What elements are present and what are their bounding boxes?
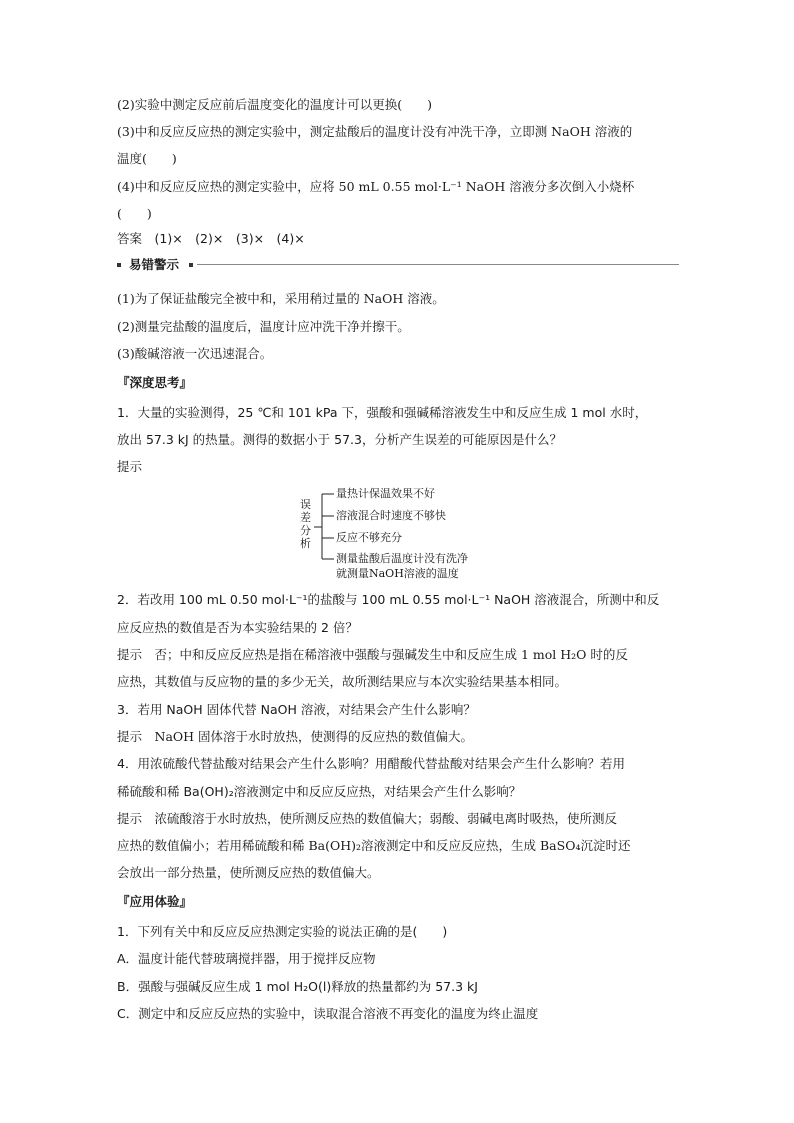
- deep-q4-line-2: 稀硫酸和稀 Ba(OH)₂溶液测定中和反应反应热，对结果会产生什么影响？: [117, 784, 522, 799]
- deep-q2-hint-line-2: 应热，其数值与反应物的量的多少无关，故所测结果应与本次实验结果基本相同。: [117, 674, 568, 689]
- app-option-c: C．测定中和反应反应热的实验中，读取混合溶液不再变化的温度为终止温度: [117, 1006, 539, 1021]
- diagram-bracket: [314, 486, 336, 586]
- hint-label: 提示: [117, 459, 143, 474]
- deep-q2-line-1: 2．若改用 100 mL 0.50 mol·L⁻¹的盐酸与 100 mL 0.55 mol·L⁻¹ NaOH 溶液混合，所测中和反: [117, 592, 660, 607]
- question-4-line-2: ( ): [117, 206, 152, 221]
- deep-q2-line-2: 应反应热的数值是否为本实验结果的 2 倍？: [117, 620, 358, 635]
- deep-q4-hint-line-2: 应热的数值偏小；若用稀硫酸和稀 Ba(OH)₂溶液测定中和反应反应热，生成 BaSO₄沉淀时还: [117, 838, 631, 853]
- deep-q4-hint-line-3: 会放出一部分热量，使所测反应热的数值偏大。: [117, 865, 380, 880]
- deep-q4-hint-line-1: 提示 浓硫酸溶于水时放热，使所测反应热的数值偏大；弱酸、弱碱电离时吸热，使所测反: [117, 811, 618, 826]
- deep-q4-line-1: 4．用浓硫酸代替盐酸对结果会产生什么影响？用醋酸代替盐酸对结果会产生什么影响？若用: [117, 756, 625, 771]
- deep-q1-line-2: 放出 57.3 kJ 的热量。测得的数据小于 57.3，分析产生误差的可能原因是什么？: [117, 432, 562, 447]
- app-q1: 1．下列有关中和反应反应热测定实验的说法正确的是( ): [117, 924, 448, 939]
- warning-title: 易错警示: [129, 257, 180, 272]
- app-option-a: A．温度计能代替玻璃搅拌器，用于搅拌反应物: [117, 951, 376, 966]
- answer-line: 答案 (1)× (2)× (3)× (4)×: [117, 231, 305, 246]
- square-bullet-icon: [117, 263, 121, 267]
- deep-q1-line-1: 1．大量的实验测得，25 ℃和 101 kPa 下，强酸和强碱稀溶液发生中和反应生成 1 mol 水时，: [117, 405, 648, 420]
- question-4-line-1: (4)中和反应反应热的测定实验中，应将 50 mL 0.55 mol·L⁻¹ NaOH 溶液分多次倒入小烧杯: [117, 179, 635, 194]
- deep-q2-hint-line-1: 提示 否；中和反应反应热是指在稀溶液中强酸与强碱发生中和反应生成 1 mol H₂O 时的反: [117, 647, 628, 662]
- diagram-item: 溶液混合时速度不够快: [336, 509, 446, 522]
- divider: [197, 264, 679, 265]
- deep-q3-hint: 提示 NaOH 固体溶于水时放热，使测得的反应热的数值偏大。: [117, 729, 474, 744]
- diagram-title: 误差分析: [300, 498, 311, 550]
- warning-item-2: (2)测量完盐酸的温度后，温度计应冲洗干净并擦干。: [117, 319, 410, 334]
- square-bullet-icon: [189, 263, 193, 267]
- application-heading: 『应用体验』: [117, 894, 193, 909]
- warning-section-header: [117, 258, 679, 272]
- deep-thinking-heading: 『深度思考』: [117, 375, 193, 390]
- question-3-line-2: 温度( ): [117, 151, 177, 166]
- warning-item-1: (1)为了保证盐酸完全被中和，采用稍过量的 NaOH 溶液。: [117, 291, 445, 306]
- diagram-item: 就测量NaOH溶液的温度: [336, 567, 459, 580]
- diagram-item: 测量盐酸后温度计没有洗净: [336, 552, 468, 565]
- error-analysis-diagram: [300, 486, 500, 586]
- deep-q3: 3．若用 NaOH 固体代替 NaOH 溶液，对结果会产生什么影响？: [117, 702, 476, 717]
- question-2: (2)实验中测定反应前后温度变化的温度计可以更换( ): [117, 97, 432, 112]
- app-option-b: B．强酸与强碱反应生成 1 mol H₂O(l)释放的热量都约为 57.3 kJ: [117, 979, 478, 994]
- diagram-item: 量热计保温效果不好: [336, 487, 435, 500]
- diagram-item: 反应不够充分: [336, 531, 402, 544]
- warning-item-3: (3)酸碱溶液一次迅速混合。: [117, 346, 273, 361]
- question-3-line-1: (3)中和反应反应热的测定实验中，测定盐酸后的温度计没有冲洗干净，立即测 NaOH 溶液的: [117, 124, 633, 139]
